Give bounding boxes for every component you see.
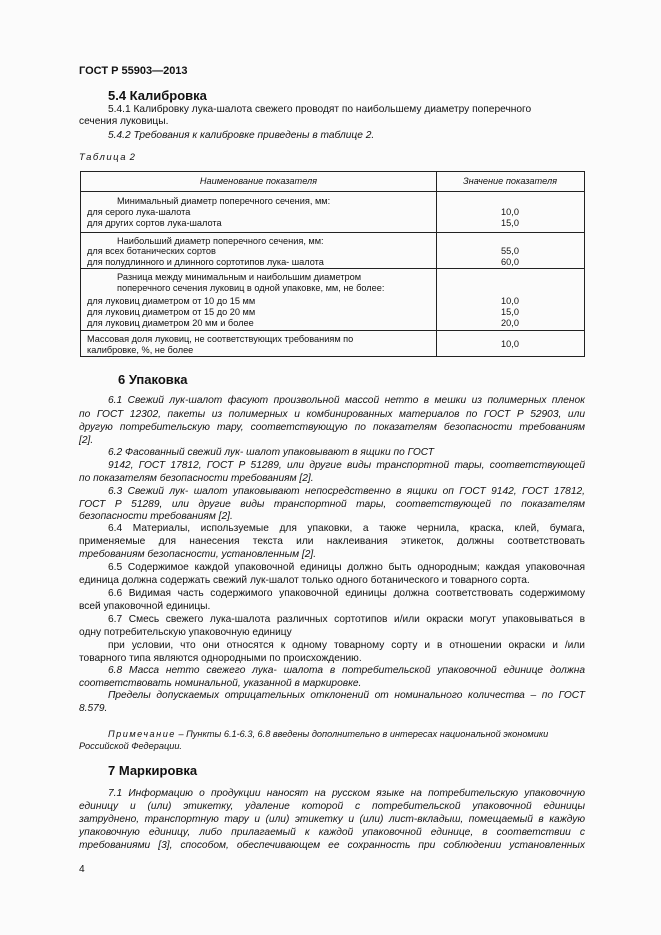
para-line: товарного типа являются однородными по происхождению. xyxy=(79,653,362,664)
para-line: применяемые для нанесения текста или наклеивания этикеток, должны соответствовать xyxy=(79,536,585,547)
row1-item: для других сортов лука-шалота xyxy=(87,218,222,228)
row1-heading: Минимальный диаметр поперечного сечения, мм: xyxy=(117,196,331,206)
row2-item: для всех ботанических сортов xyxy=(87,246,216,256)
row1-value: 15,0 xyxy=(501,218,519,228)
note-text: – Пункты 6.1-6.3, 6.8 введены дополнительно в интересах национальной экономики xyxy=(175,729,549,739)
para-line: по показателям безопасности требованиям [2]. xyxy=(79,473,314,484)
para-line: всей упаковочной единицы. xyxy=(79,601,211,612)
row3-item: для луковиц диаметром от 10 до 15 мм xyxy=(87,296,256,306)
row2-value: 55,0 xyxy=(501,246,519,256)
row3-value: 15,0 xyxy=(501,307,519,317)
para-line: по ГОСТ 12302, пакеты из полимерных и комбинированных материалов по ГОСТ Р 52903, или xyxy=(79,409,585,420)
para-line: 9142, ГОСТ 17812, ГОСТ Р 51289, или другие виды транспортной тары, соответствующей xyxy=(108,460,585,471)
row3-item: для луковиц диаметром 20 мм и более xyxy=(87,318,254,328)
note-line: Российской Федерации. xyxy=(79,741,182,751)
para-line: соответствовать номинальной, указанной в маркировке. xyxy=(79,678,362,689)
para-line: 8.579. xyxy=(79,703,108,714)
para-line: упаковочную единицу, либо прилагаемый к каждой упаковочной единице, в соответствии с xyxy=(79,827,585,838)
note-label: Примечание xyxy=(108,729,176,739)
para-line: другую потребительскую тару, соответствующую по показателям безопасности требованиям xyxy=(79,422,585,433)
paragraph-5-4-1-cont: сечения луковицы. xyxy=(79,116,169,127)
row1-value: 10,0 xyxy=(501,207,519,217)
row3-heading: Разница между минимальным и наибольшим диаметром xyxy=(117,272,362,282)
para-line: 6.1 Свежий лук-шалот фасуют произвольной массой нетто в мешки из полимерных пленок xyxy=(108,395,585,406)
para-line: ГОСТ Р 51289, или другие виды транспортной тары, соответствующей по показателям xyxy=(79,499,585,510)
para-line: безопасности требованиям [2]. xyxy=(79,511,233,522)
para-line: одну потребительскую упаковочную единицу xyxy=(79,627,292,638)
para-line: 6.2 Фасованный свежий лук- шалот упаковывают в ящики по ГОСТ xyxy=(108,447,434,458)
para-line: 6.6 Видимая часть содержимого упаковочной единицы должна соответствовать содержимому xyxy=(108,588,585,599)
para-line: требованиями [3], способом, обеспечивающем ее сохранность при соблюдении установленных xyxy=(79,840,585,851)
para-line: 6.4 Материалы, используемые для упаковки, а также чернила, краска, клей, бумага, xyxy=(108,523,585,534)
para-line: [2]. xyxy=(79,435,94,446)
row3-value: 20,0 xyxy=(501,318,519,328)
para-line: 6.5 Содержимое каждой упаковочной единицы должно быть однородным; каждая упаковочная xyxy=(108,562,585,573)
table-row-divider xyxy=(81,232,584,233)
calibration-table xyxy=(80,171,585,357)
paragraph-5-4-2: 5.4.2 Требования к калибровке приведены в таблице 2. xyxy=(108,130,375,141)
section-title-6: 6 Упаковка xyxy=(118,372,188,387)
table-caption xyxy=(79,152,135,164)
row3-value: 10,0 xyxy=(501,296,519,306)
row4-value: 10,0 xyxy=(501,339,519,349)
table-caption-word: Таблица xyxy=(79,152,127,163)
para-line: 6.7 Смесь свежего лука-шалота различных сортотипов и/или окраски могут упаковываться в xyxy=(108,614,585,625)
row2-value: 60,0 xyxy=(501,257,519,267)
table-row-divider xyxy=(81,330,584,331)
para-line: 7.1 Информацию о продукции наносят на русском языке на потребительскую упаковочную xyxy=(108,788,585,799)
row2-heading: Наибольший диаметр поперечного сечения, мм: xyxy=(117,236,324,246)
row4-item: калибровке, %, не более xyxy=(87,345,194,355)
paragraph-5-4-1: 5.4.1 Калибровку лука-шалота свежего проводят по наибольшему диаметру поперечного xyxy=(108,104,532,115)
table-header-value: Значение показателя xyxy=(462,176,558,186)
table-row-divider xyxy=(81,268,584,269)
section-title-5-4: 5.4 Калибровка xyxy=(108,88,207,103)
table-header-name: Наименование показателя xyxy=(199,176,318,186)
table-row-divider xyxy=(81,191,584,192)
row3-heading: поперечного сечения луковиц в одной упаковке, мм, не более: xyxy=(117,283,385,293)
section-title-7: 7 Маркировка xyxy=(108,763,198,778)
para-line: Пределы допускаемых отрицательных отклонений от номинального количества – по ГОСТ xyxy=(108,690,585,701)
para-line: 6.8 Масса нетто свежего лука- шалота в потребительской упаковочной единице должна xyxy=(108,665,585,676)
page-number: 4 xyxy=(79,864,85,875)
row3-item: для луковиц диаметром от 15 до 20 мм xyxy=(87,307,256,317)
document-header: ГОСТ Р 55903—2013 xyxy=(79,65,188,77)
para-line: затруднено, транспортную тару и (или) этикетку и (или) лист-вкладыш, помещаемый в каждую xyxy=(79,814,585,825)
note-line xyxy=(108,728,548,740)
table-caption-number: 2 xyxy=(129,152,135,163)
row2-item: для полудлинного и длинного сортотипов лука- шалота xyxy=(87,257,324,267)
para-line: единица должна содержать свежий лук-шалот только одного ботанического и товарного сорта. xyxy=(79,575,530,586)
para-line: требованиям безопасности, установленным [2]. xyxy=(79,549,317,560)
para-line: единицу и (или) этикетку, удаление которой с потребительской упаковочной единицы xyxy=(79,801,585,812)
row4-item: Массовая доля луковиц, не соответствующих требованиям по xyxy=(87,334,354,344)
para-line: при условии, что они относятся к одному товарному сорту и в отношении окраски и /или xyxy=(108,640,585,651)
para-line: 6.3 Свежий лук- шалот упаковывают непосредственно в ящики оп ГОСТ 9142, ГОСТ 17812, xyxy=(108,486,585,497)
row1-item: для серого лука-шалота xyxy=(87,207,191,217)
